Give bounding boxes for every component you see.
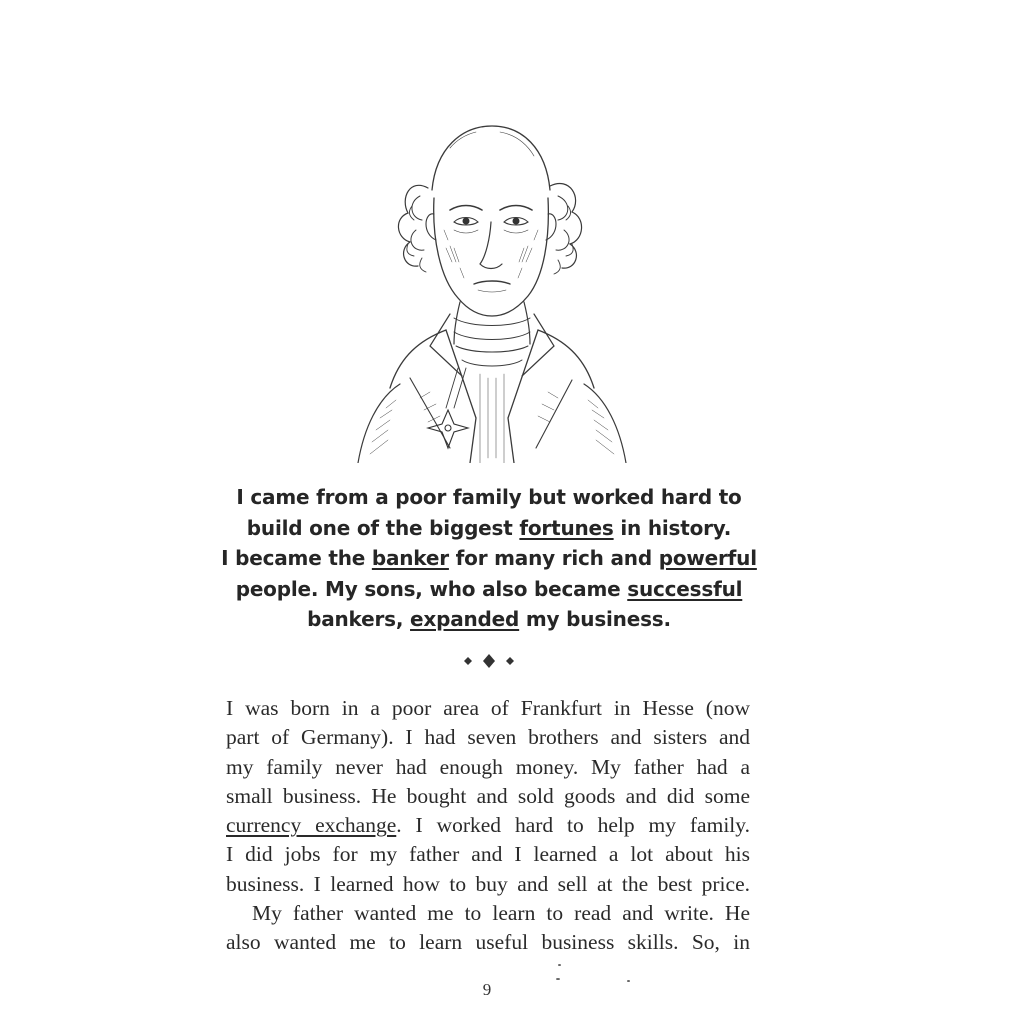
vocab-word-currency-exchange: currency exchange <box>226 813 397 838</box>
page-number: 9 <box>482 980 492 999</box>
paragraph <box>226 899 750 958</box>
vocab-word-powerful: powerful <box>658 546 757 570</box>
vocab-word-successful: successful <box>627 576 743 601</box>
text-line: I was born in a poor area of Frankfurt in Hesse (now <box>226 696 750 720</box>
intro-line: bankers, expanded my business. <box>307 607 671 631</box>
scan-speck <box>556 978 560 980</box>
text-line: my family never had enough money. My father had a <box>226 754 750 779</box>
text-line: I did jobs for my father and I learned a lot about his <box>226 842 750 867</box>
intro-line: build one of the biggest fortunes in history. <box>246 515 732 540</box>
paragraph <box>226 694 750 899</box>
body-text <box>226 694 750 958</box>
diamond-ornament-icon <box>459 652 519 670</box>
vocab-word-fortunes: fortunes <box>519 515 614 540</box>
text-line: also wanted me to learn useful business skills. So, in <box>226 930 750 955</box>
text-line: currency exchange. I worked hard to help my family. <box>226 813 751 838</box>
text-line: business. I learned how to buy and sell at the best price. <box>226 871 750 896</box>
text-line: My father wanted me to learn to read and write. He <box>252 901 750 926</box>
intro-line: people. My sons, who also became successful <box>235 576 743 601</box>
text-line: part of Germany). I had seven brothers and sisters and <box>226 725 750 750</box>
text-line: small business. He bought and sold goods and did some <box>226 783 750 808</box>
scan-speck <box>558 964 561 966</box>
intro-line: I came from a poor family but worked hard to <box>236 485 742 509</box>
intro-paragraph <box>200 482 778 635</box>
intro-line: I became the banker for many rich and powerful <box>221 546 757 570</box>
vocab-word-expanded: expanded <box>410 607 520 631</box>
scan-speck <box>627 980 630 982</box>
vocab-word-banker: banker <box>371 546 449 570</box>
portrait-illustration-icon <box>350 118 630 463</box>
